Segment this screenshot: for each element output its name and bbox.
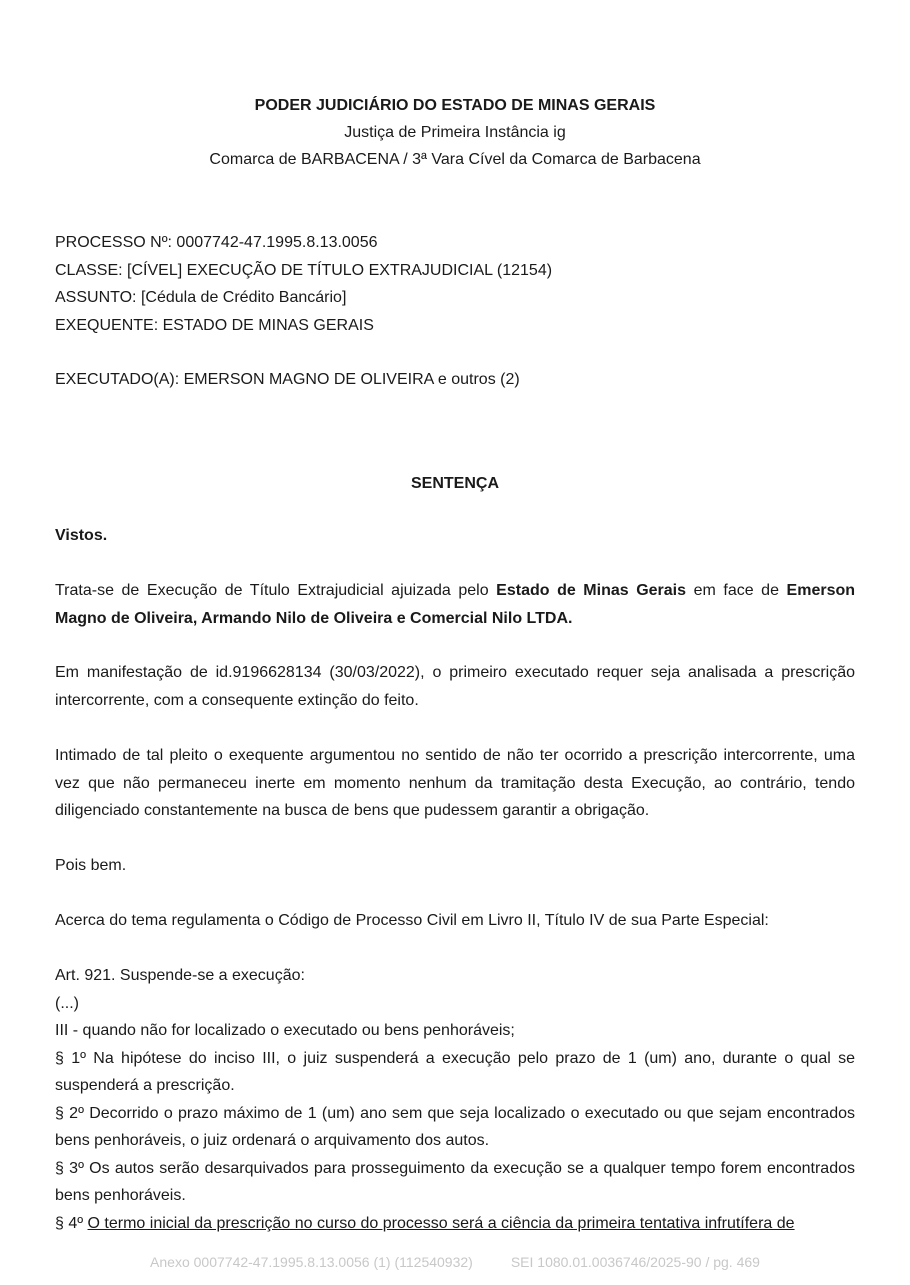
process-plaintiff: EXEQUENTE: ESTADO DE MINAS GERAIS: [55, 316, 374, 334]
paragraph-1-text-a: Trata-se de Execução de Título Extrajudicial ajuizada pelo: [55, 582, 497, 599]
article-line-1: Art. 921. Suspende-se a execução:: [55, 967, 305, 984]
article-quote: [55, 962, 855, 1237]
footer-sei-ref: SEI 1080.01.0036746/2025-90 / pg. 469: [510, 1254, 760, 1270]
process-metadata: [55, 229, 855, 339]
process-defendant: EXECUTADO(A): EMERSON MAGNO DE OLIVEIRA e outros (2): [55, 371, 520, 388]
sentence-heading: SENTENÇA: [410, 475, 499, 492]
article-paragraph-4-underlined: O termo inicial da prescrição no curso do processo será a ciência da primeira tentativa infrutífera de: [87, 1214, 795, 1232]
court-comarca: Comarca de BARBACENA / 3ª Vara Cível da Comarca de Barbacena: [209, 151, 701, 168]
page-footer: [0, 1254, 910, 1270]
process-subject: ASSUNTO: [Cédula de Crédito Bancário]: [55, 289, 347, 306]
article-paragraph-1: § 1º Na hipótese do inciso III, o juiz suspenderá a execução pelo prazo de 1 (um) ano, durante o qual se suspenderá a prescrição.: [55, 1049, 855, 1094]
article-paragraph-4: [55, 1210, 855, 1238]
footer-attachment-ref: Anexo 0007742-47.1995.8.13.0056 (1) (112540932): [150, 1254, 473, 1270]
article-paragraph-4-prefix: § 4º: [55, 1214, 88, 1232]
plaintiff-name: Estado de Minas Gerais: [496, 582, 687, 599]
paragraph-1-text-c: em face de: [686, 582, 787, 599]
court-title: PODER JUDICIÁRIO DO ESTADO DE MINAS GERAIS: [254, 97, 656, 114]
paragraph-2: Em manifestação de id.9196628134 (30/03/2022), o primeiro executado requer seja analisada a prescrição intercorrente, com a consequente extinção do feito.: [55, 664, 855, 709]
paragraph-3: Intimado de tal pleito o exequente argumentou no sentido de não ter ocorrido a prescrição intercorrente, uma vez que não permaneceu inerte em momento nenhum da tramitação desta Execução, ao contrário, tendo diligenciado constantemente na busca de bens que pudessem garantir a obrigação.: [55, 747, 855, 819]
paragraph-5: Acerca do tema regulamenta o Código de Processo Civil em Livro II, Título IV de sua Parte Especial:: [55, 912, 769, 929]
paragraph-1: [55, 577, 855, 632]
court-instance: Justiça de Primeira Instância ig: [344, 124, 566, 141]
article-line-2: (...): [55, 994, 79, 1012]
defendant-names: Emerson Magno de Oliveira, Armando Nilo de Oliveira e Comercial Nilo LTDA.: [55, 582, 856, 627]
article-paragraph-3: § 3º Os autos serão desarquivados para prosseguimento da execução se a qualquer tempo forem encontrados bens penhoráveis.: [55, 1159, 855, 1204]
process-class: CLASSE: [CÍVEL] EXECUÇÃO DE TÍTULO EXTRAJUDICIAL (12154): [55, 261, 553, 279]
paragraph-4: Pois bem.: [55, 857, 127, 874]
article-line-3: III - quando não for localizado o executado ou bens penhoráveis;: [55, 1022, 515, 1039]
process-number: PROCESSO Nº: 0007742-47.1995.8.13.0056: [55, 234, 378, 251]
article-paragraph-2: § 2º Decorrido o prazo máximo de 1 (um) ano sem que seja localizado o executado ou que sejam encontrados bens penhoráveis, o juiz ordenará o arquivamento dos autos.: [55, 1104, 855, 1149]
vistos-label: Vistos.: [55, 527, 108, 544]
